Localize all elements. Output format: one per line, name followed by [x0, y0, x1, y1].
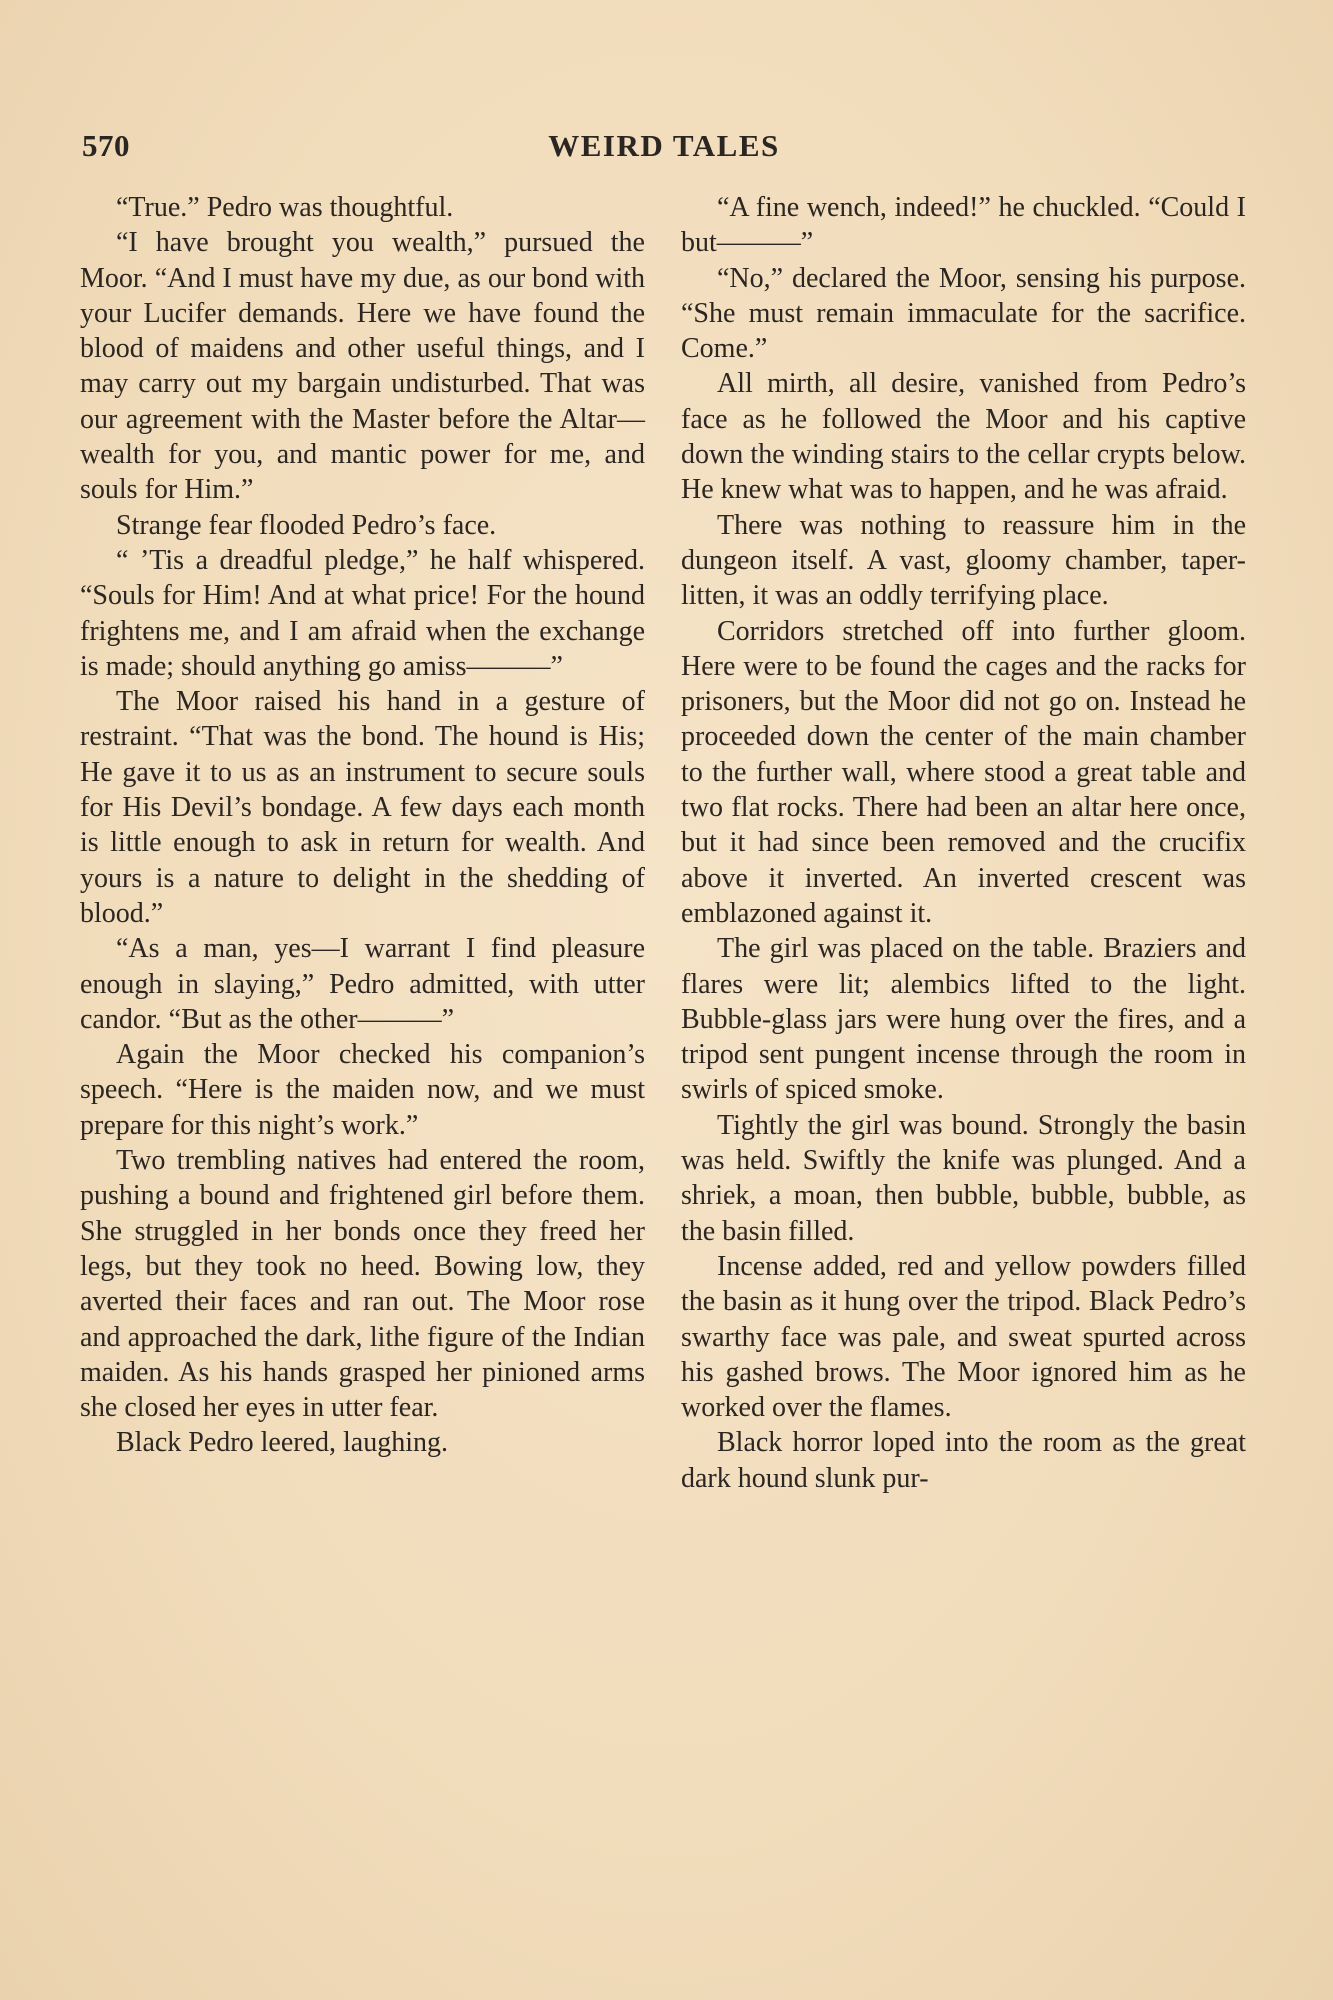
paragraph: Two trembling natives had entered the room, pushing a bound and frightened girl before them. She struggled in her bonds once they freed her legs, but they took no heed. Bowing low, they averted their faces and ran out. The Moor rose and approached the dark, lithe figure of the Indian maiden. As his hands grasped her pinioned arms she closed her eyes in utter fear. [80, 1145, 645, 1424]
paragraph: The Moor raised his hand in a gesture of restraint. “That was the bond. The hound is His; He gave it to us as an instrument to secure souls for His Devil’s bondage. A few days each month is little enough to ask in return for wealth. And yours is a nature to delight in the shedding of blood.” [80, 686, 645, 929]
page-number: 570 [82, 128, 130, 163]
paragraph: “A fine wench, indeed!” he chuckled. “Could I but———” [681, 192, 1246, 259]
paragraph: Strange fear flooded Pedro’s face. [116, 509, 497, 541]
paragraph: “ ’Tis a dreadful pledge,” he half whispered. “Souls for Him! And at what price! For the hound frightens me, and I am afraid when the exchange is made; should anything go amiss———” [80, 544, 645, 682]
paragraph: “True.” Pedro was thoughtful. [116, 192, 454, 223]
paragraph: There was nothing to reassure him in the dungeon itself. A vast, gloomy chamber, taper-litten, it was an oddly terrifying place. [681, 509, 1246, 612]
paragraph: “As a man, yes—I warrant I find pleasure enough in slaying,” Pedro admitted, with utter candor. “But as the other———” [80, 933, 645, 1035]
left-column [80, 190, 645, 1461]
paragraph: Tightly the girl was bound. Strongly the basin was held. Swiftly the knife was plunged. And a shriek, a moan, then bubble, bubble, bubble, as the basin filled. [681, 1109, 1246, 1247]
paragraph: All mirth, all desire, vanished from Pedro’s face as he followed the Moor and his captive down the winding stairs to the cellar crypts below. He knew what was to happen, and he was afraid. [681, 368, 1246, 506]
paragraph: The girl was placed on the table. Braziers and flares were lit; alembics lifted to the light. Bubble-glass jars were hung over the fires, and a tripod sent pungent incense through the room in swirls of spiced smoke. [681, 933, 1246, 1106]
page-header [82, 128, 1246, 172]
paragraph: “No,” declared the Moor, sensing his purpose. “She must remain immaculate for the sacrifice. Come.” [681, 262, 1246, 365]
paragraph: Incense added, red and yellow powders filled the basin as it hung over the tripod. Black Pedro’s swarthy face was pale, and sweat spurted across his gashed brows. The Moor ignored him as he worked over the flames. [681, 1250, 1246, 1424]
paragraph: “I have brought you wealth,” pursued the Moor. “And I must have my due, as our bond with your Lucifer demands. Here we have found the blood of maidens and other useful things, and I may carry out my bargain undisturbed. That was our agreement with the Master before the Altar—wealth for you, and mantic power for me, and souls for Him.” [80, 227, 645, 506]
paragraph: Corridors stretched off into further gloom. Here were to be found the cages and the racks for prisoners, but the Moor did not go on. Instead he proceeded down the center of the main chamber to the further wall, where stood a great table and two flat rocks. There had been an altar here once, but it had since been removed and the crucifix above it inverted. An inverted crescent was emblazoned against it. [681, 615, 1246, 929]
paragraph: Black horror loped into the room as the great dark hound slunk pur- [681, 1427, 1246, 1494]
running-head: WEIRD TALES [548, 128, 780, 163]
right-column [681, 190, 1246, 1496]
paragraph: Black Pedro leered, laughing. [116, 1427, 449, 1459]
paragraph: Again the Moor checked his companion’s speech. “Here is the maiden now, and we must prepare for this night’s work.” [80, 1039, 645, 1141]
